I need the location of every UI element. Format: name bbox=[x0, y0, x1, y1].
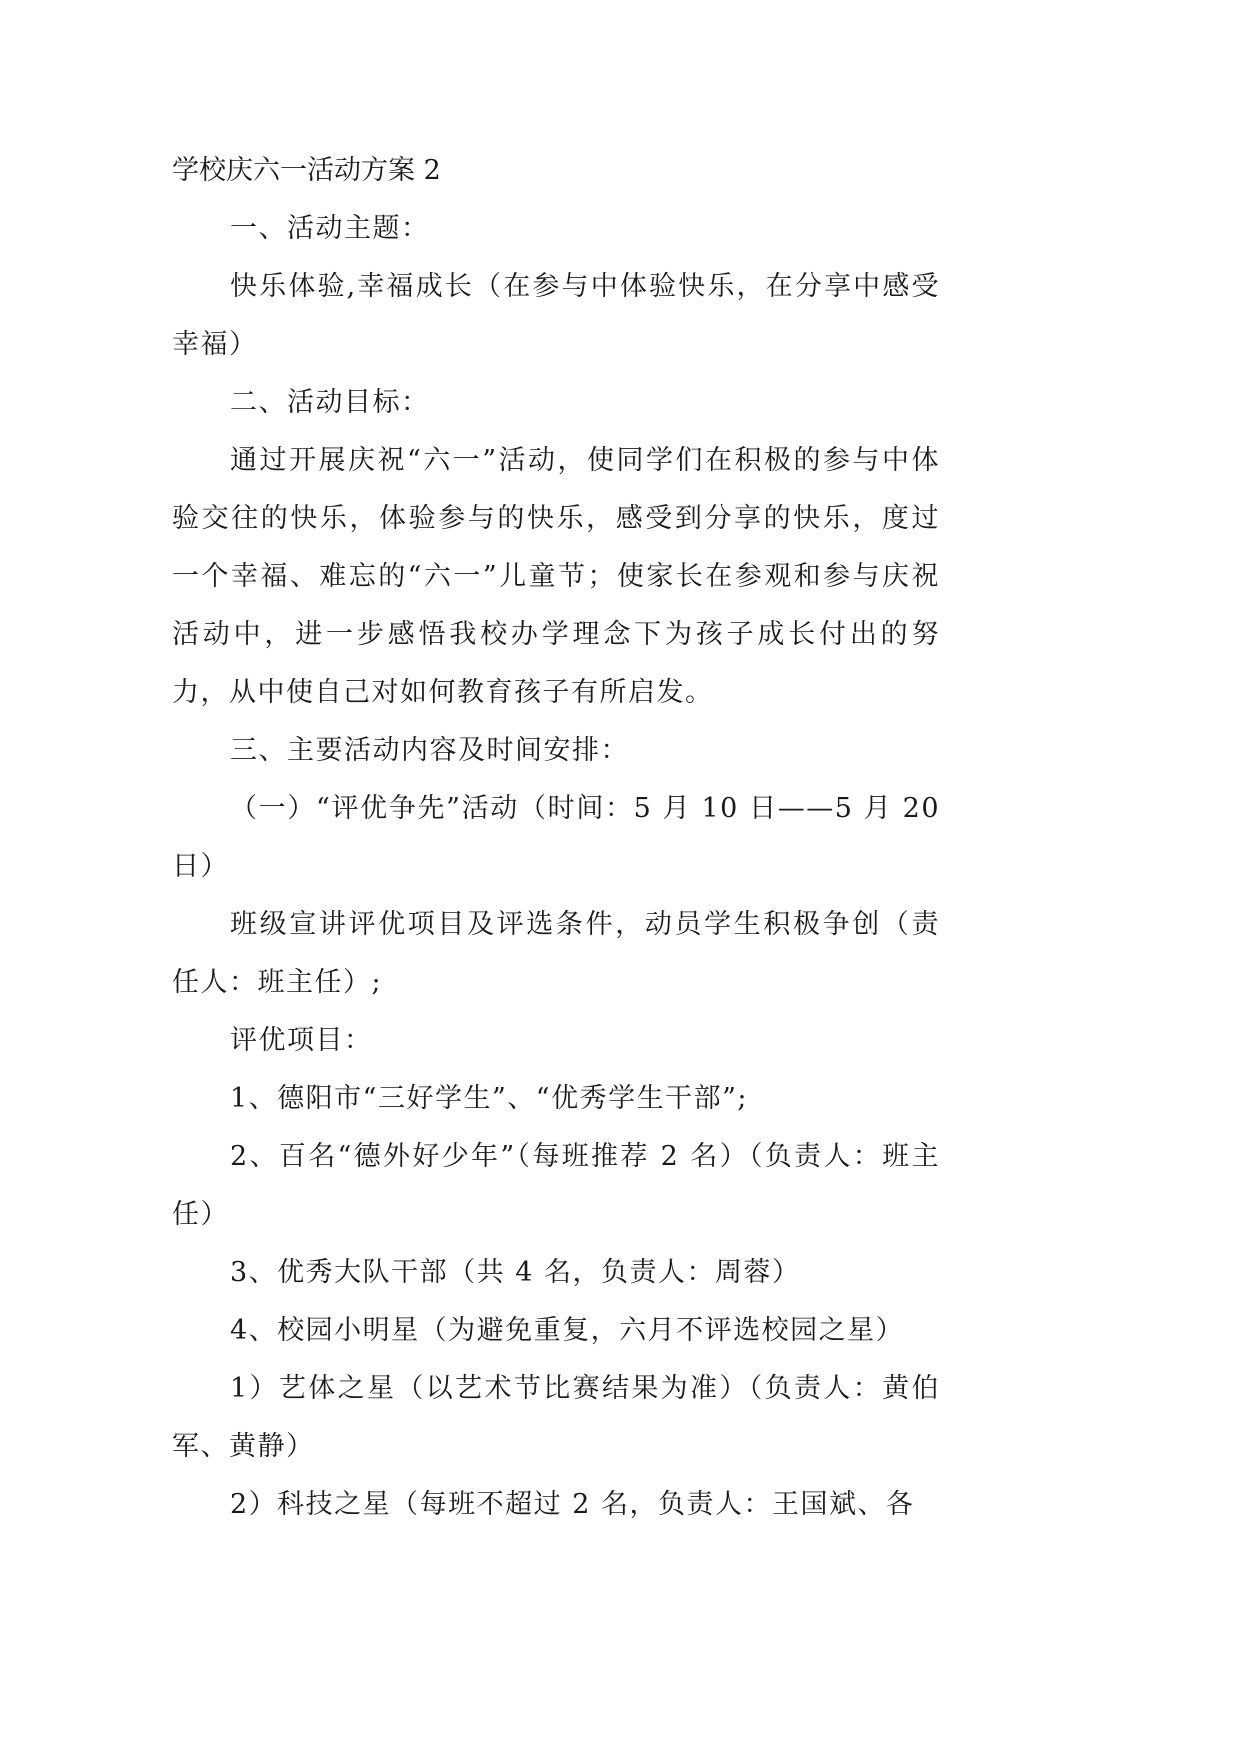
theme-text: 快乐体验,幸福成长（在参与中体验快乐，在分享中感受幸福） bbox=[172, 271, 940, 360]
activity-one-heading: （一）“评优争先”活动（时间：5 月 10 日——5 月 20 日） bbox=[172, 793, 940, 882]
list-item: 2）科技之星（每班不超过 2 名，负责人：王国斌、各 bbox=[230, 1489, 915, 1520]
evaluation-items-label: 评优项目： bbox=[230, 1025, 373, 1056]
list-item: 4、校园小明星（为避免重复，六月不评选校园之星） bbox=[230, 1315, 905, 1346]
goals-text: 通过开展庆祝“六一”活动，使同学们在积极的参与中体验交往的快乐，体验参与的快乐，感受到分享的快乐，度过一个幸福、难忘的“六一”儿童节；使家长在参观和参与庆祝活动中，进一步感悟我校办学理念下为孩子成长付出的努力，从中使自己对如何教育孩子有所启发。 bbox=[172, 445, 940, 708]
section-heading-goals: 二、活动目标： bbox=[230, 387, 430, 418]
class-announcement-text: 班级宣讲评优项目及评选条件，动员学生积极争创（责任人：班主任）; bbox=[172, 909, 940, 998]
section-heading-content: 三、主要活动内容及时间安排： bbox=[230, 735, 629, 766]
section-heading-theme: 一、活动主题： bbox=[230, 213, 430, 244]
list-item: 3、优秀大队干部（共 4 名，负责人：周蓉） bbox=[230, 1257, 801, 1288]
list-item: 1）艺体之星（以艺术节比赛结果为准）（负责人：黄伯军、黄静） bbox=[172, 1373, 940, 1462]
document-title: 学校庆六一活动方案 2 bbox=[172, 155, 441, 186]
list-item: 2、百名“德外好少年”（每班推荐 2 名）（负责人：班主任） bbox=[172, 1141, 940, 1230]
document-body bbox=[172, 142, 940, 1534]
list-item: 1、德阳市“三好学生”、“优秀学生干部”; bbox=[230, 1083, 748, 1114]
